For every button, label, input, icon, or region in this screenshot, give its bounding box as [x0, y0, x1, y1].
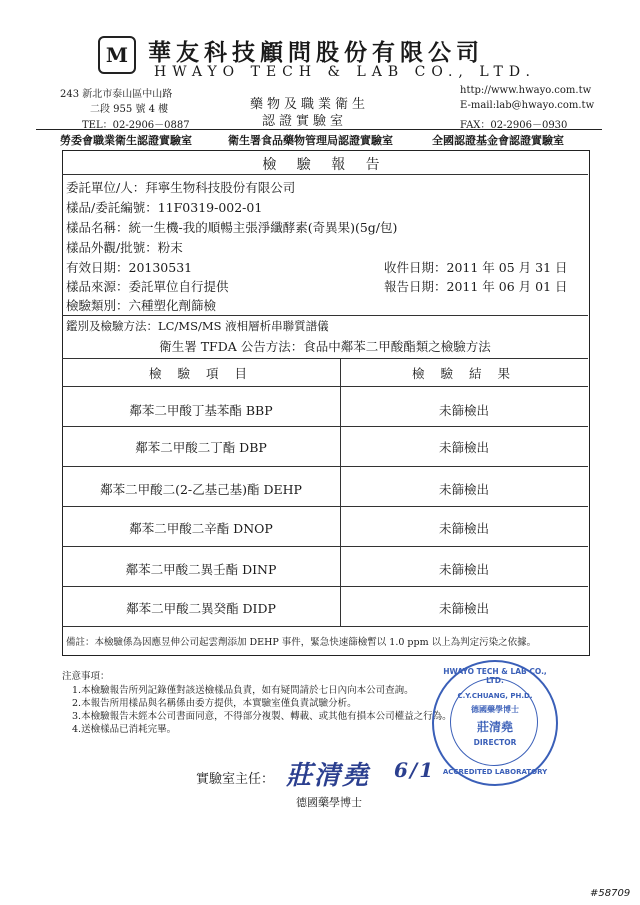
table-row-result: 未篩檢出 [438, 482, 489, 497]
table-row-result: 未篩檢出 [438, 521, 489, 536]
table-row-result: 未篩檢出 [438, 403, 489, 418]
accreditation-stamp [432, 660, 558, 786]
table-row-item: 鄰苯二甲酸二辛酯 DNOP [129, 521, 273, 536]
table-row-result: 未篩檢出 [438, 440, 489, 455]
company-logo: M [98, 36, 136, 74]
source-line: 樣品來源：委託單位自行提供 [66, 279, 229, 294]
director-signature: 莊清堯 [286, 761, 371, 791]
note-item: 1.本檢驗報告所列記錄僅對該送檢樣品負責，如有疑問請於七日內向本公司查詢。 [72, 685, 414, 696]
table-header-line [62, 386, 588, 387]
dept-line1: 藥物及職業衛生 [250, 97, 370, 112]
table-row-item: 鄰苯二甲酸二異癸酯 DIDP [126, 601, 276, 616]
header-result: 檢 驗 結 果 [412, 366, 516, 381]
row-divider [62, 506, 588, 507]
appearance-line: 樣品外觀/批號：粉末 [66, 240, 183, 255]
stamp-inner-middle: 德國藥學博士 [471, 705, 519, 714]
table-row-item: 鄰苯二甲酸丁基苯酯 BBP [129, 403, 273, 418]
table-row-item: 鄰苯二甲酸二丁酯 DBP [135, 440, 267, 455]
fax-number: FAX：02-2906－0930 [460, 120, 568, 131]
document-id: #58709 [590, 888, 631, 899]
stamp-bottom-text: ACCREDITED LABORATORY [442, 768, 548, 776]
lab-accreditation-2: 衛生署食品藥物管理局認證實驗室 [228, 134, 393, 147]
note-item: 4.送檢樣品已消耗完畢。 [72, 724, 177, 735]
email: E-mail:lab@hwayo.com.tw [460, 100, 595, 111]
company-name-zh: 華友科技顧問股份有限公司 [148, 39, 484, 66]
table-row-item: 鄰苯二甲酸二異壬酯 DINP [125, 562, 277, 577]
header-item: 檢 驗 項 目 [149, 366, 253, 381]
method-divider [62, 315, 588, 316]
lab-accreditation-3: 全國認證基金會認證實驗室 [432, 134, 564, 147]
table-row-result: 未篩檢出 [438, 601, 489, 616]
report-title: 檢 驗 報 告 [262, 157, 388, 173]
stamp-inner-bottom: DIRECTOR [473, 738, 517, 747]
category-line: 檢驗類別：六種塑化劑篩檢 [66, 298, 217, 313]
note-item: 2.本報告所用樣品與名稱係由委方提供，本實驗室僅負責試驗分析。 [72, 698, 357, 709]
row-divider [62, 546, 588, 547]
announcement-line: 衛生署 TFDA 公告方法：食品中鄰苯二甲酸酯類之檢驗方法 [159, 339, 491, 354]
received-date: 收件日期：2011 年 05 月 31 日 [384, 260, 568, 275]
notes-heading: 注意事項： [62, 671, 110, 682]
report-date: 報告日期：2011 年 06 月 01 日 [384, 279, 568, 294]
table-row-result: 未篩檢出 [438, 562, 489, 577]
signature-date-mark: 6/1 [394, 758, 436, 782]
table-row-item: 鄰苯二甲酸二(2-乙基己基)酯 DEHP [100, 482, 302, 497]
sample-name-line: 樣品名稱：統一生機-我的順暢主張淨纖酵素(奇異果)(5g/包) [66, 220, 398, 235]
address-line2: 二段 955 號 4 樓 [90, 104, 169, 115]
sample-no-line: 樣品/委託編號：11F0319-002-01 [66, 200, 263, 215]
header-divider [36, 129, 602, 130]
expiry-line: 有效日期：20130531 [66, 260, 193, 275]
note-item: 3.本檢驗報告未經本公司書面同意，不得部分複製、轉載、或其他有損本公司權益之行為。 [72, 711, 452, 722]
row-divider [62, 426, 588, 427]
stamp-inner-name: 莊清堯 [476, 720, 513, 734]
table-top-line [62, 358, 588, 359]
row-divider [62, 586, 588, 587]
client-line: 委託單位/人：拜寧生物科技股份有限公司 [66, 180, 296, 195]
dept-line2: 認證實驗室 [262, 114, 348, 129]
lab-accreditation-1: 勞委會職業衛生認證實驗室 [60, 134, 192, 147]
tel-number: TEL：02-2906－0887 [82, 120, 190, 131]
signature-label: 實驗室主任： [196, 772, 275, 787]
table-bottom-line [62, 626, 588, 627]
title-divider [62, 174, 588, 175]
signature-title: 德國藥學博士 [296, 796, 362, 809]
company-name-en: HWAYO TECH & LAB CO., LTD. [154, 64, 536, 80]
address-line1: 243 新北市泰山區中山路 [60, 89, 173, 100]
website: http://www.hwayo.com.tw [460, 85, 592, 96]
row-divider [62, 466, 588, 467]
remark-line: 備註：本檢驗係為因應昱伸公司起雲劑添加 DEHP 事件，緊急快速篩檢暫以 1.0 ppm 以上為判定污染之依據。 [66, 637, 537, 648]
stamp-top-text: HWAYO TECH & LAB CO., LTD. [443, 667, 547, 685]
stamp-inner-top: C.Y.CHUANG, PH.D. [457, 692, 533, 700]
method-line: 鑑別及檢驗方法：LC/MS/MS 液相層析串聯質譜儀 [66, 319, 329, 333]
